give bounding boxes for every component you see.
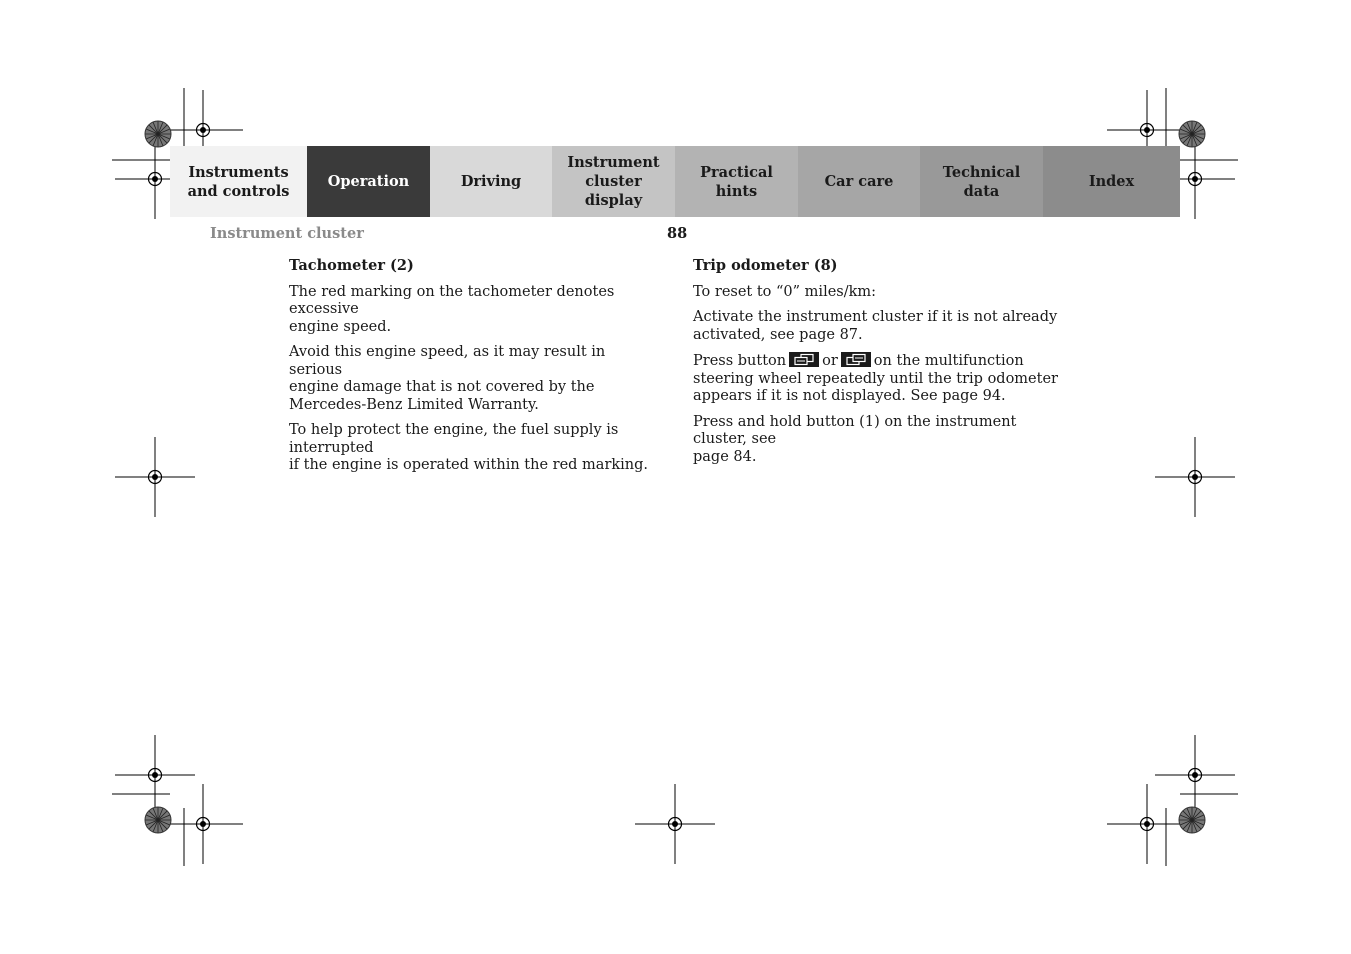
- trip-odometer-heading: Trip odometer (8): [693, 257, 838, 274]
- or-text: or: [822, 353, 838, 369]
- trip-odometer-paragraph-2: Activate the instrument cluster if it is not already activated, see page 87.: [693, 309, 1058, 343]
- multifunction-text: on the multifunction steering wheel repeatedly until the trip odometer appears if it is not displayed. See page 94.: [693, 353, 1058, 404]
- tachometer-heading: Tachometer (2): [289, 257, 414, 274]
- press-button-text: Press button: [693, 353, 787, 369]
- tab-index[interactable]: Index: [1043, 146, 1180, 217]
- tab-operation[interactable]: Operation: [307, 146, 430, 217]
- page-number: 88: [667, 225, 688, 242]
- trip-odometer-column: [693, 257, 1068, 474]
- tab-practical-hints[interactable]: Practical hints: [675, 146, 798, 217]
- display-forward-button-icon: [841, 352, 871, 367]
- tachometer-paragraph-2: Avoid this engine speed, as it may result in serious engine damage that is not covered by the Mercedes-Benz Limited Warranty.: [289, 344, 606, 413]
- display-back-button-icon: [789, 352, 819, 367]
- tab-instruments-and-controls[interactable]: Instruments and controls: [170, 146, 307, 217]
- tab-car-care[interactable]: Car care: [798, 146, 920, 217]
- tab-instrument-cluster-display[interactable]: Instrument cluster display: [552, 146, 675, 217]
- tachometer-paragraph-1: The red marking on the tachometer denotes excessive engine speed.: [289, 283, 615, 335]
- tab-technical-data[interactable]: Technical data: [920, 146, 1043, 217]
- tachometer-paragraph-3: To help protect the engine, the fuel supply is interrupted if the engine is operated within the red marking.: [289, 422, 649, 473]
- tab-driving[interactable]: Driving: [430, 146, 552, 217]
- section-title: Instrument cluster: [210, 225, 364, 242]
- trip-odometer-paragraph-1: To reset to “0” miles/km:: [693, 283, 877, 300]
- trip-odometer-paragraph-4: Press and hold button (1) on the instrument cluster, see page 84.: [693, 413, 1017, 465]
- chapter-tabs: [170, 146, 1180, 217]
- trip-odometer-paragraph-3: [693, 352, 1068, 406]
- tachometer-column: [289, 257, 661, 483]
